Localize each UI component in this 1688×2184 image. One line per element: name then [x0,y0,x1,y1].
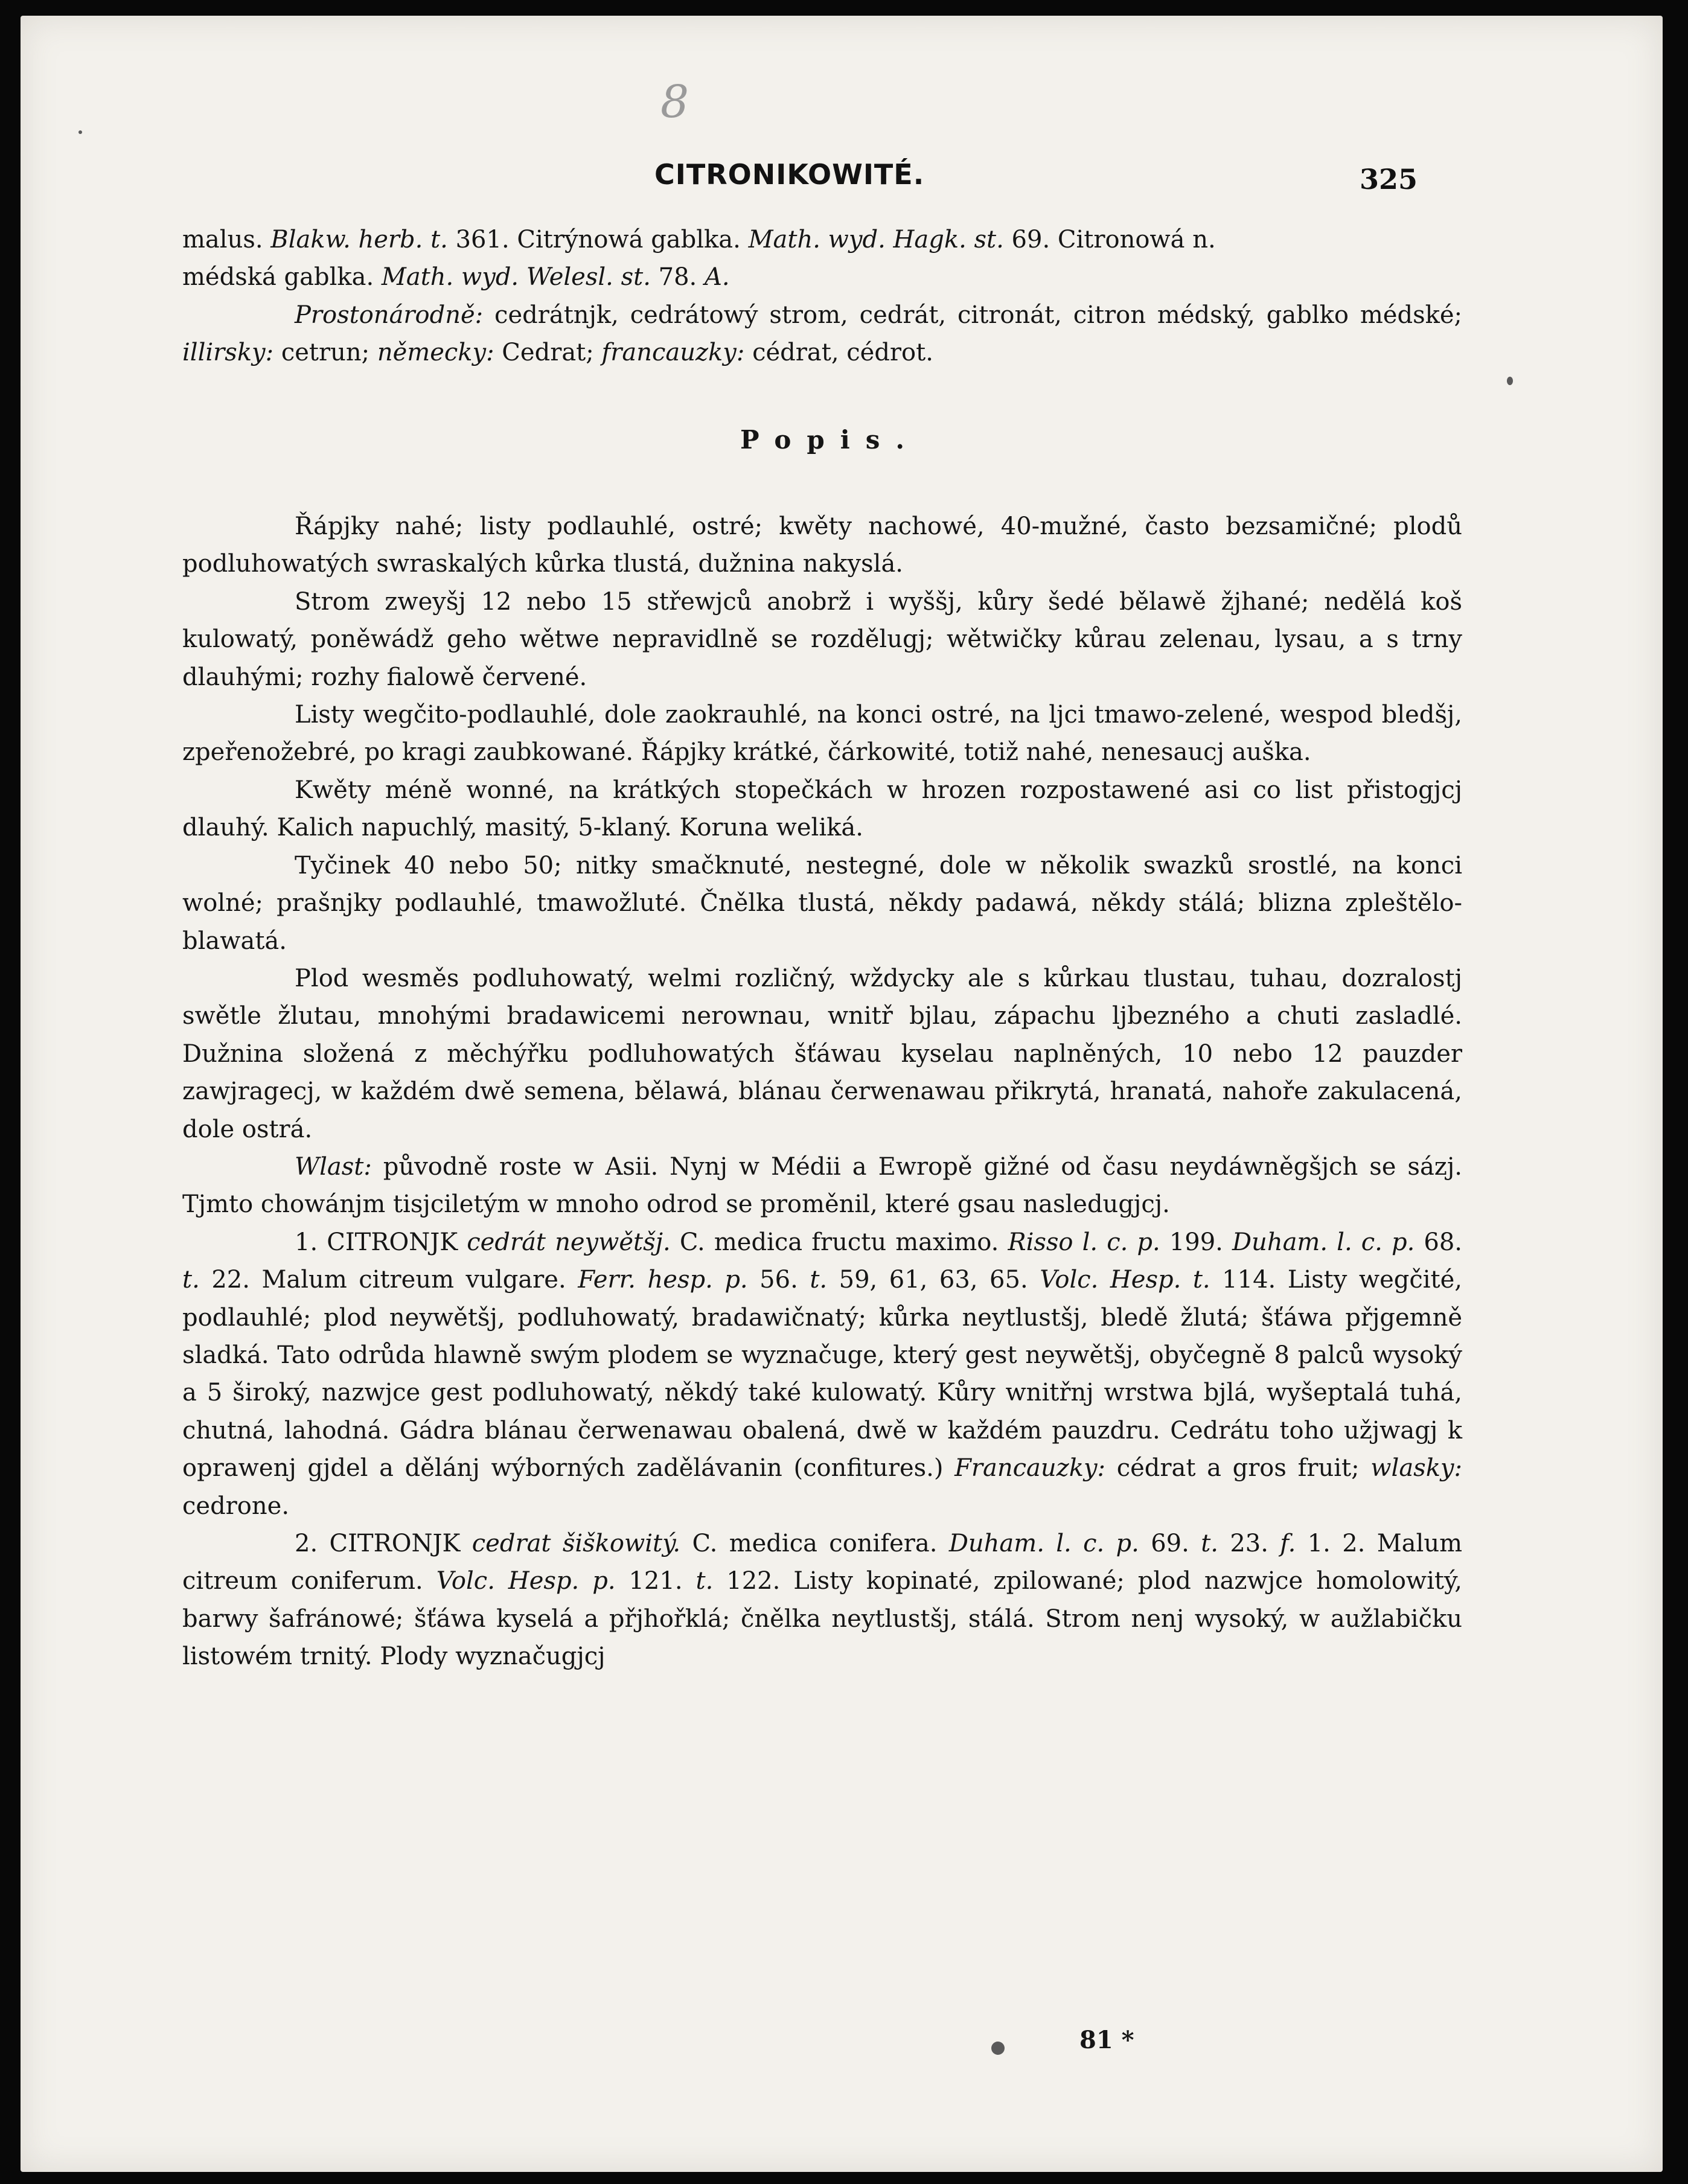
text-span: malus. [182,226,271,254]
text-span: médská gablka. [182,263,382,292]
text-span: 114. Listy wegčité, podlauhlé; plod neywětšj, podluhowatý, bradawičnatý; kůrka neytlustšj, bledě žlutá; šťáwa přjgemně sladká. Tato odrůda hlawně swým plodem se wyznačuge, který gest neywětšj, obyčegně 8 palců wysoký a 5 široký, nazwjce gest podluhowatý, někdý také kulowatý. Kůry wnitřnj wrstwa bjlá, wyšeptalá tuhá, chutná, lahodná. Gádra blánau čerwenawau obalená, dwě w každém pauzdru. Cedrátu toho užjwagj k oprawenj gjdel a dělánj wýborných zadělávanin (confitures.) [182,1266,1463,1483]
text-span: C. medica fructu maximo. [670,1228,1008,1256]
book-page [21,16,1663,2172]
text-span: 361. Citrýnowá gablka. [447,226,749,254]
paper-speck [991,2042,1005,2055]
citation-italic: Ferr. hesp. p. [578,1266,748,1294]
text-span: původně roste w Asii. Nynj w Médii a Ewropě gižné od času neydáwněgšjch se sázj. Tjmto chowánjm tisjciletým w mnoho odrod se proměnil, které gsau nasledugjcj. [182,1152,1462,1219]
language-label: německy: [377,339,494,367]
paper-speck [1507,377,1513,385]
paragraph: Listy wegčito-podlauhlé, dole zaokrauhlé, na konci ostré, na ljci tmawo-zelené, wespod bledšj, zpeřenožebré, po kragi zaubkowané. Řápjky krátké, čárkowité, totiž nahé, nenesaucj auška. [182,701,1462,767]
synonyms-line-2 [182,258,1462,296]
citation-italic: t. [182,1266,200,1294]
citation-italic: Duham. l. c. p. [1232,1228,1415,1256]
synonyms-line-1 [182,221,1462,258]
variety-entry-2 [182,1525,1462,1676]
text-span: cédrat a gros fruit; [1105,1454,1371,1483]
language-label: illirsky: [182,339,274,367]
text-span: 69. [1139,1530,1201,1557]
paragraph: Tyčinek 40 nebo 50; nitky smačknuté, nestegné, dole w několik swazků srostlé, na konci wolné; prašnjky podlauhlé, tmawožluté. Čnělka tlustá, někdy padawá, někdy stálá; blizna zpleštělo-blawatá. [182,851,1462,955]
body-text [182,221,1462,1676]
text-span: 22. Malum citreum vulgare. [199,1266,578,1294]
citation-italic: t. [1201,1530,1218,1557]
text-span: 59, 61, 63, 65. [827,1266,1040,1294]
paragraph-native-range [182,1148,1462,1224]
text-span: 122. Listy kopinaté, zpilowané; plod nazwjce homolowitý, barwy šafránowé; šťáwa kyselá a přjhořklá; čnělka neytlustšj, stálá. Strom nenj wysoký, w aužlabičku listowém trnitý. Plody wyznačugjcj [182,1567,1463,1671]
section-heading-text: Popis. [740,424,921,455]
text-span: cédrat, cédrot. [744,339,933,367]
text-span: 23. [1218,1530,1280,1557]
citation-italic: A. [704,263,730,292]
citation-italic: Volc. Hesp. t. [1040,1266,1210,1294]
citation-italic: Risso l. c. p. [1008,1228,1160,1256]
citation-italic: Math. wyd. Hagk. st. [748,226,1004,254]
entry-epithet: cedrát neywětšj. [458,1228,671,1256]
text-span: cetrun; [273,339,377,367]
text-span: 56. [747,1266,810,1294]
citation-italic: Math. wyd. Welesl. st. [381,263,651,292]
paragraph-label: Wlast: [295,1152,372,1181]
paragraph: Kwěty méně wonné, na krátkých stopečkách w hrozen rozpostawené asi co list přistogjcj dlauhý. Kalich napuchlý, masitý, 5-klaný. Koruna weliká. [182,776,1462,842]
entry-number: 2. [295,1530,330,1557]
section-heading [182,421,1462,459]
text-span: 69. Citronowá n. [1003,226,1216,254]
citation-italic: t. [695,1567,714,1595]
paragraph: Plod wesměs podluhowatý, welmi rozličný, wždycky ale s kůrkau tlustau, tuhau, dozralostj swětle žlutau, mnohými bradawicemi nerownau, wnitř bjlau, zápachu ljbezného a chuti zasladlé. Dužnina složená z měchýřku podluhowatých šťáwau kyselau naplněných, 10 nebo 12 pauzder zawjragecj, w každém dwě semena, bělawá, blánau čerwenawau přikrytá, hranatá, nahoře zakulacená, dole ostrá. [182,964,1462,1143]
text-span: C. medica conifera. [680,1530,949,1557]
printer-signature: 81 * [1079,2026,1134,2054]
entry-genus-name: CITRONJK [327,1228,458,1256]
pencil-page-mark: 8 [660,76,689,128]
citation-italic: t. [810,1266,828,1294]
paragraph: Strom zweyšj 12 nebo 15 střewjců anobrž i wyššj, kůry šedé bělawě žjhané; nedělá koš kulowatý, poněwádž geho wětwe nepravidlně se rozdělugj; wětwičky kůrau zelenau, lysau, a s trny dlauhými; rozhy fialowě červené. [182,587,1462,691]
citation-italic: Blakw. herb. t. [270,226,448,254]
text-span: 121. [615,1567,696,1595]
text-span: cedrátnjk, cedrátowý strom, cedrát, citronát, citron médský, gablko [483,301,1349,329]
text-span: 1. 2. Malum citreum coniferum. [182,1530,1463,1595]
entry-number: 1. [295,1228,327,1256]
citation-italic: f. [1280,1530,1296,1557]
entry-epithet: cedrat šiškowitý. [460,1530,681,1557]
text-span: 199. [1160,1228,1232,1256]
citation-italic: Volc. Hesp. p. [436,1567,616,1595]
variety-entry-1 [182,1224,1462,1525]
paper-speck [78,130,82,134]
entry-genus-name: CITRONJK [329,1530,461,1557]
running-title: CITRONIKOWITÉ. [654,158,925,191]
vernacular-names [182,296,1462,372]
paragraph: Řápjky nahé; listy podlauhlé, ostré; kwěty nachowé, 40-mužné, často bezsamičné; plodů podluhowatých swraskalých kůrka tlustá, dužnina nakyslá. [182,512,1462,578]
text-span: médské; [1360,301,1462,329]
citation-italic: Duham. l. c. p. [948,1530,1139,1557]
text-span: 68. [1415,1228,1463,1256]
language-label: wlasky: [1370,1454,1462,1483]
language-label: francauzky: [601,339,745,367]
text-span: 78. [650,263,705,292]
language-label: Francauzky: [954,1454,1106,1483]
page-number: 325 [1360,163,1418,196]
language-label: Prostonárodně: [295,301,484,329]
text-span: cedrone. [182,1492,290,1520]
text-span: Cedrat; [494,339,602,367]
